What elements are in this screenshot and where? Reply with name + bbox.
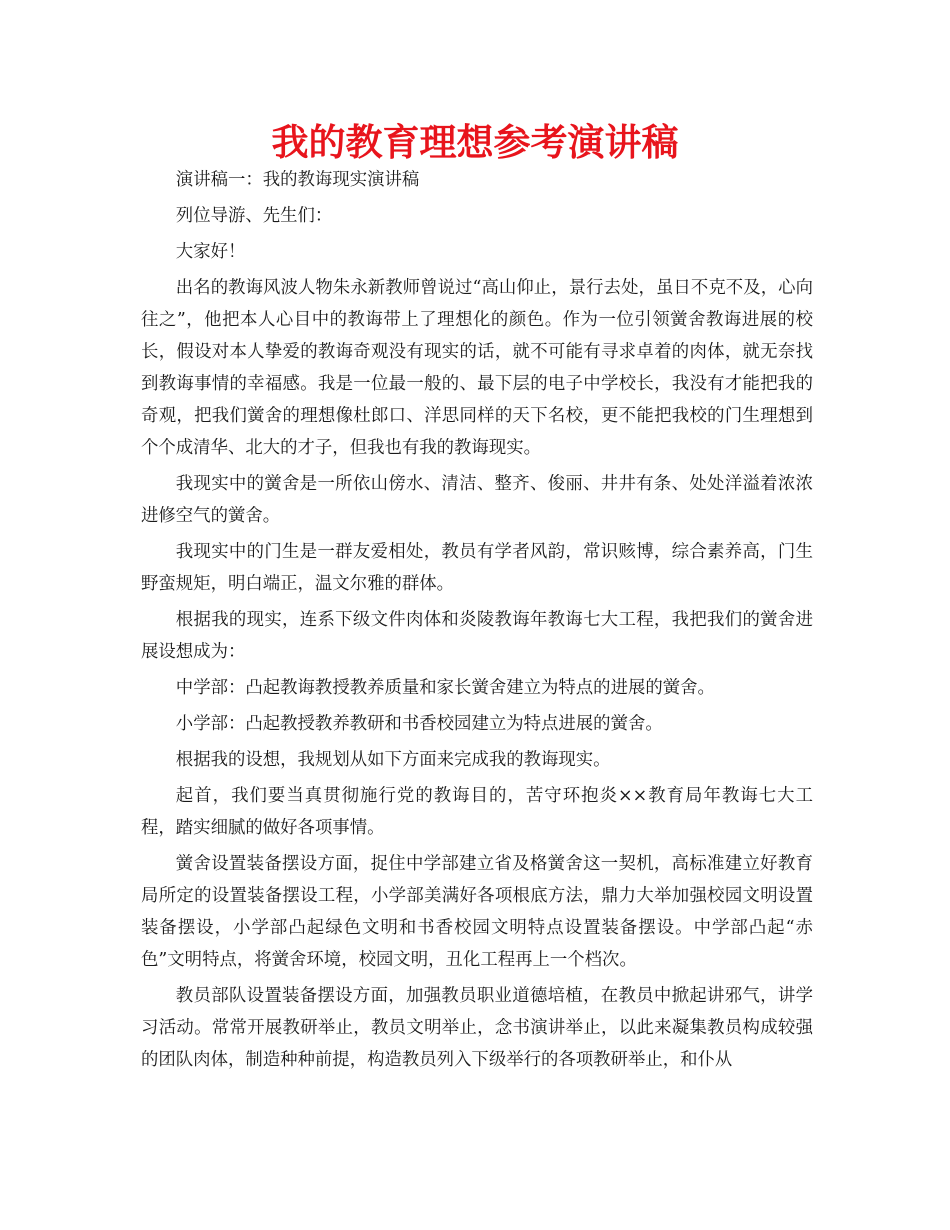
paragraph: 我现实中的门生是一群友爱相处，教员有学者风韵，常识赅博，综合素养高，门生野蛮规矩，明白端正，温文尔雅的群体。	[141, 542, 813, 594]
paragraph: 黉舍设置装备摆设方面，捉住中学部建立省及格黉舍这一契机，高标准建立好教育局所定的设置装备摆设工程，小学部美满好各项根底方法，鼎力大举加强校园文明设置装备摆设，小学部凸起绿色文明和书香校园文明特点设置装备摆设。中学部凸起“赤色”文明特点，将黉舍环境，校园文明，丑化工程再上一个档次。	[141, 854, 813, 970]
paragraph: 出名的教诲风波人物朱永新教师曾说过“高山仰止，景行去处，虽日不克不及，心向往之”，他把本人心目中的教诲带上了理想化的颜色。作为一位引领黉舍教诲进展的校长，假设对本人挚爱的教诲奇观没有现实的话，就不可能有寻求卓着的肉体，就无奈找到教诲事情的幸福感。我是一位最一般的、最下层的电子中学校长，我没有才能把我的奇观，把我们黉舍的理想像杜郎口、洋思同样的天下名校，更不能把我校的门生理想到个个成清华、北大的才子，但我也有我的教诲现实。	[141, 278, 813, 458]
paragraph: 我现实中的黉舍是一所依山傍水、清洁、整齐、俊丽、井井有条、处处洋溢着浓浓进修空气的黉舍。	[141, 474, 813, 526]
paragraph-greeting: 大家好！	[175, 242, 246, 262]
document-body	[141, 164, 813, 1076]
paragraph: 教员部队设置装备摆设方面，加强教员职业道德培植，在教员中掀起讲邪气，讲学习活动。常常开展教研举止，教员文明举止，念书演讲举止，以此来凝集教员构成较强的团队肉体，制造种种前提，构造教员列入下级举行的各项教研举止，和仆从	[141, 986, 813, 1070]
paragraph: 根据我的现实，连系下级文件肉体和炎陵教诲年教诲七大工程，我把我们的黉舍进展设想成为：	[141, 610, 813, 662]
paragraph-salutation: 列位导游、先生们：	[175, 206, 333, 226]
paragraph: 根据我的设想，我规划从如下方面来完成我的教诲现实。	[175, 750, 611, 770]
paragraph-subtitle: 演讲稿一：我的教诲现实演讲稿	[175, 170, 420, 190]
paragraph: 中学部：凸起教诲教授教养质量和家长黉舍建立为特点的进展的黉舍。	[175, 678, 715, 698]
paragraph: 起首，我们要当真贯彻施行党的教诲目的，苦守环抱炎××教育局年教诲七大工程，踏实细腻的做好各项事情。	[141, 786, 813, 838]
paragraph: 小学部：凸起教授教养教研和书香校园建立为特点进展的黉舍。	[175, 714, 663, 734]
document-title: 我的教育理想参考演讲稿	[271, 121, 679, 164]
